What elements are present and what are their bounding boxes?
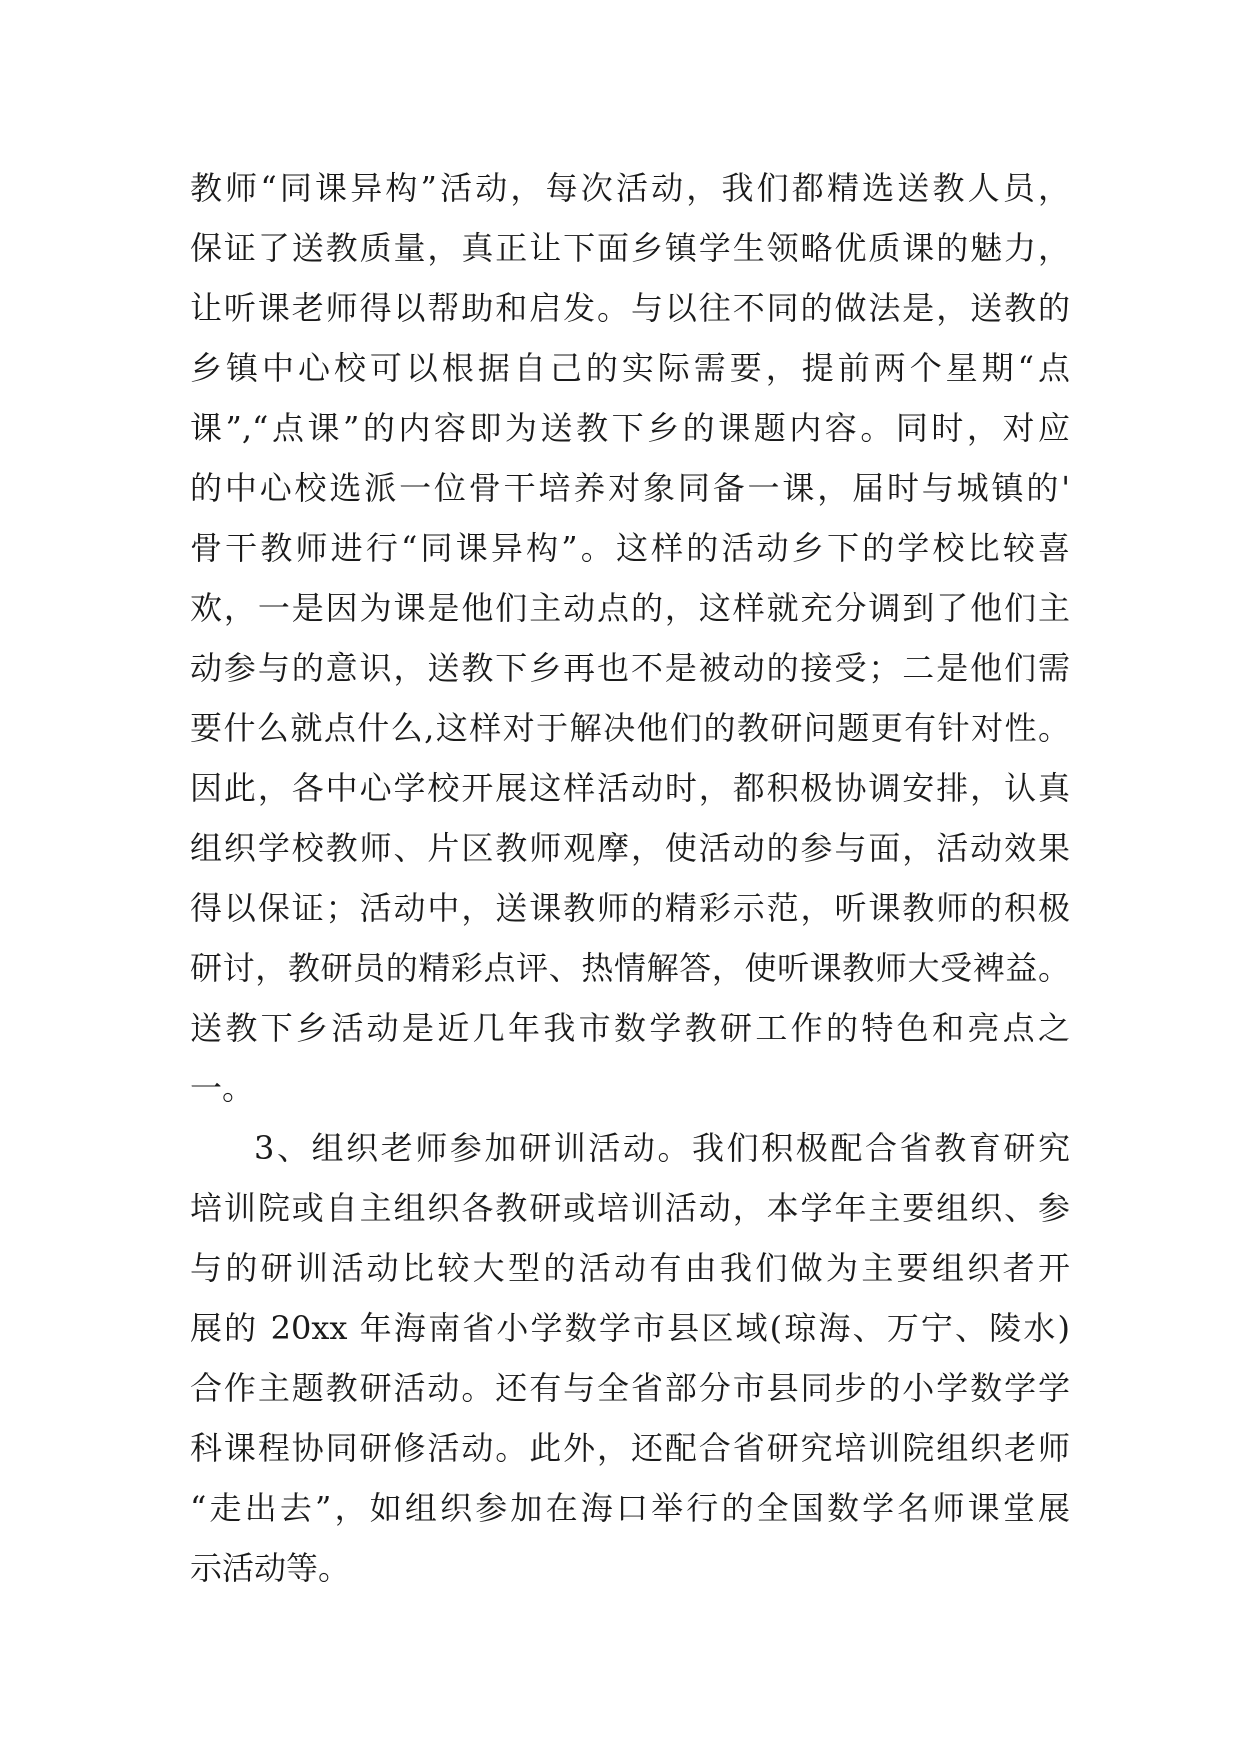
text-line: 送教下乡活动是近几年我市数学教研工作的特色和亮点之	[190, 1009, 1070, 1047]
text-line: 示活动等。	[190, 1549, 351, 1587]
text-line: 要什么就点什么,这样对于解决他们的教研问题更有针对性。	[190, 709, 1070, 747]
text-line: 的中心校选派一位骨干培养对象同备一课，届时与城镇的'	[190, 469, 1070, 507]
text-line: 课”,“点课”的内容即为送教下乡的课题内容。同时，对应	[190, 409, 1070, 447]
text-line: 因此，各中心学校开展这样活动时，都积极协调安排，认真	[190, 769, 1070, 807]
text-line: 乡镇中心校可以根据自己的实际需要，提前两个星期“点	[190, 349, 1070, 387]
text-line: 动参与的意识，送教下乡再也不是被动的接受；二是他们需	[190, 649, 1070, 687]
text-line: 一。	[190, 1069, 255, 1107]
text-line: 欢，一是因为课是他们主动点的，这样就充分调到了他们主	[190, 589, 1070, 627]
text-line: 展的 20xx 年海南省小学数学市县区域(琼海、万宁、陵水)	[190, 1309, 1070, 1347]
text-line: 培训院或自主组织各教研或培训活动，本学年主要组织、参	[190, 1189, 1070, 1227]
text-line: 研讨，教研员的精彩点评、热情解答，使听课教师大受裨益。	[190, 949, 1070, 987]
text-line: 合作主题教研活动。还有与全省部分市县同步的小学数学学	[190, 1369, 1070, 1407]
paragraph-2	[190, 1118, 1070, 1598]
text-line: 教师“同课异构”活动，每次活动，我们都精选送教人员，	[190, 169, 1070, 207]
text-line: 得以保证；活动中，送课教师的精彩示范，听课教师的积极	[190, 889, 1070, 927]
text-line: “走出去”，如组织参加在海口举行的全国数学名师课堂展	[190, 1489, 1070, 1527]
text-line: 组织学校教师、片区教师观摩，使活动的参与面，活动效果	[190, 829, 1070, 867]
text-line: 科课程协同研修活动。此外，还配合省研究培训院组织老师	[190, 1429, 1070, 1467]
text-line: 让听课老师得以帮助和启发。与以往不同的做法是，送教的	[190, 289, 1070, 327]
text-line: 保证了送教质量，真正让下面乡镇学生领略优质课的魅力，	[190, 229, 1070, 267]
paragraph-1	[190, 158, 1070, 1118]
body-text	[190, 158, 1070, 1598]
text-line: 与的研训活动比较大型的活动有由我们做为主要组织者开	[190, 1249, 1070, 1287]
text-line: 骨干教师进行“同课异构”。这样的活动乡下的学校比较喜	[190, 529, 1070, 567]
text-line: 3、组织老师参加研训活动。我们积极配合省教育研究	[254, 1129, 1070, 1167]
